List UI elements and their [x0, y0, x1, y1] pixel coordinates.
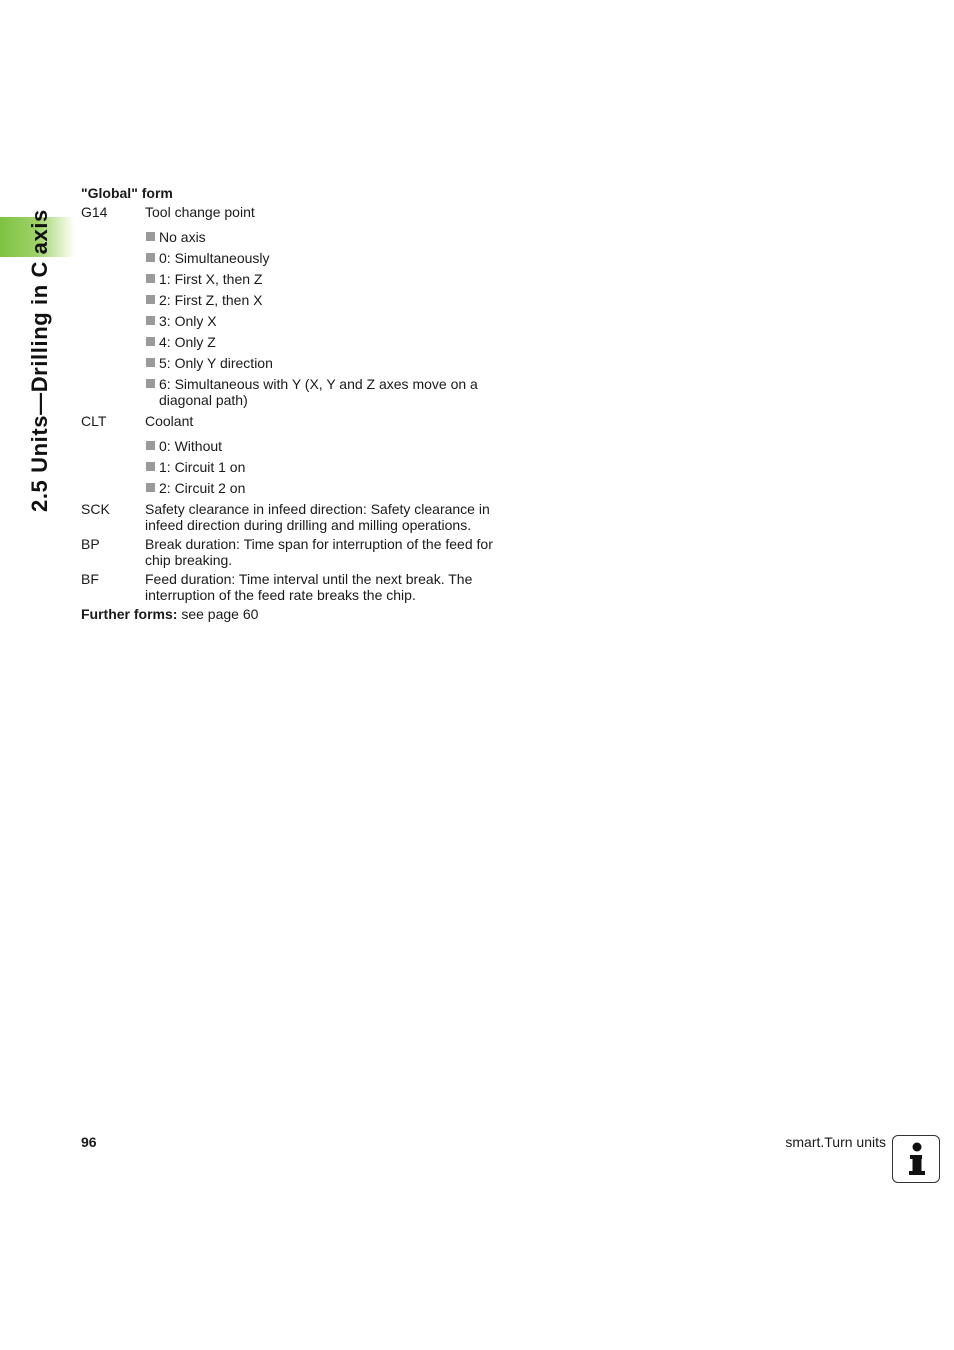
list-item: 3: Only X — [145, 313, 521, 329]
param-code: BF — [81, 571, 99, 587]
list-item: 0: Without — [145, 438, 521, 454]
list-item: 4: Only Z — [145, 334, 521, 350]
square-bullet-icon — [146, 295, 155, 304]
chapter-side-title: 2.5 Units—Drilling in C axis — [27, 209, 52, 512]
list-item: 5: Only Y direction — [145, 355, 521, 371]
param-code: BP — [81, 536, 100, 552]
param-code: G14 — [81, 204, 108, 220]
param-code: SCK — [81, 501, 110, 517]
square-bullet-icon — [146, 337, 155, 346]
param-code: CLT — [81, 413, 107, 429]
list-item: 2: First Z, then X — [145, 292, 521, 308]
param-clt — [81, 413, 521, 429]
list-item: 6: Simultaneous with Y (X, Y and Z axes move on a diagonal path) — [145, 376, 521, 408]
param-desc: Tool change point — [145, 204, 255, 220]
page-number: 96 — [81, 1134, 97, 1150]
further-forms-label: Further forms: — [81, 606, 178, 622]
further-forms-link[interactable]: see page 60 — [177, 606, 259, 622]
list-item: 2: Circuit 2 on — [145, 480, 521, 496]
square-bullet-icon — [146, 274, 155, 283]
further-forms — [81, 606, 521, 622]
list-item: 1: First X, then Z — [145, 271, 521, 287]
square-bullet-icon — [146, 232, 155, 241]
param-bp — [81, 536, 521, 568]
square-bullet-icon — [146, 316, 155, 325]
square-bullet-icon — [146, 483, 155, 492]
param-desc: Feed duration: Time interval until the next break. The interruption of the feed rate breaks the chip. — [145, 571, 473, 603]
param-sck — [81, 501, 521, 533]
param-desc: Coolant — [145, 413, 194, 429]
clt-options — [145, 438, 521, 496]
g14-options — [145, 229, 521, 408]
param-g14 — [81, 204, 521, 220]
square-bullet-icon — [146, 379, 155, 388]
list-item: No axis — [145, 229, 521, 245]
param-desc: Safety clearance in infeed direction: Safety clearance in infeed direction during drilling and milling operations. — [145, 501, 490, 533]
square-bullet-icon — [146, 441, 155, 450]
square-bullet-icon — [146, 358, 155, 367]
param-bf — [81, 571, 521, 603]
square-bullet-icon — [146, 462, 155, 471]
footer-title: smart.Turn units — [785, 1134, 886, 1150]
info-icon — [892, 1135, 940, 1183]
list-item: 0: Simultaneously — [145, 250, 521, 266]
square-bullet-icon — [146, 253, 155, 262]
param-desc: Break duration: Time span for interruption of the feed for chip breaking. — [145, 536, 493, 568]
list-item: 1: Circuit 1 on — [145, 459, 521, 475]
form-description — [81, 185, 521, 622]
section-heading: "Global" form — [81, 185, 173, 201]
